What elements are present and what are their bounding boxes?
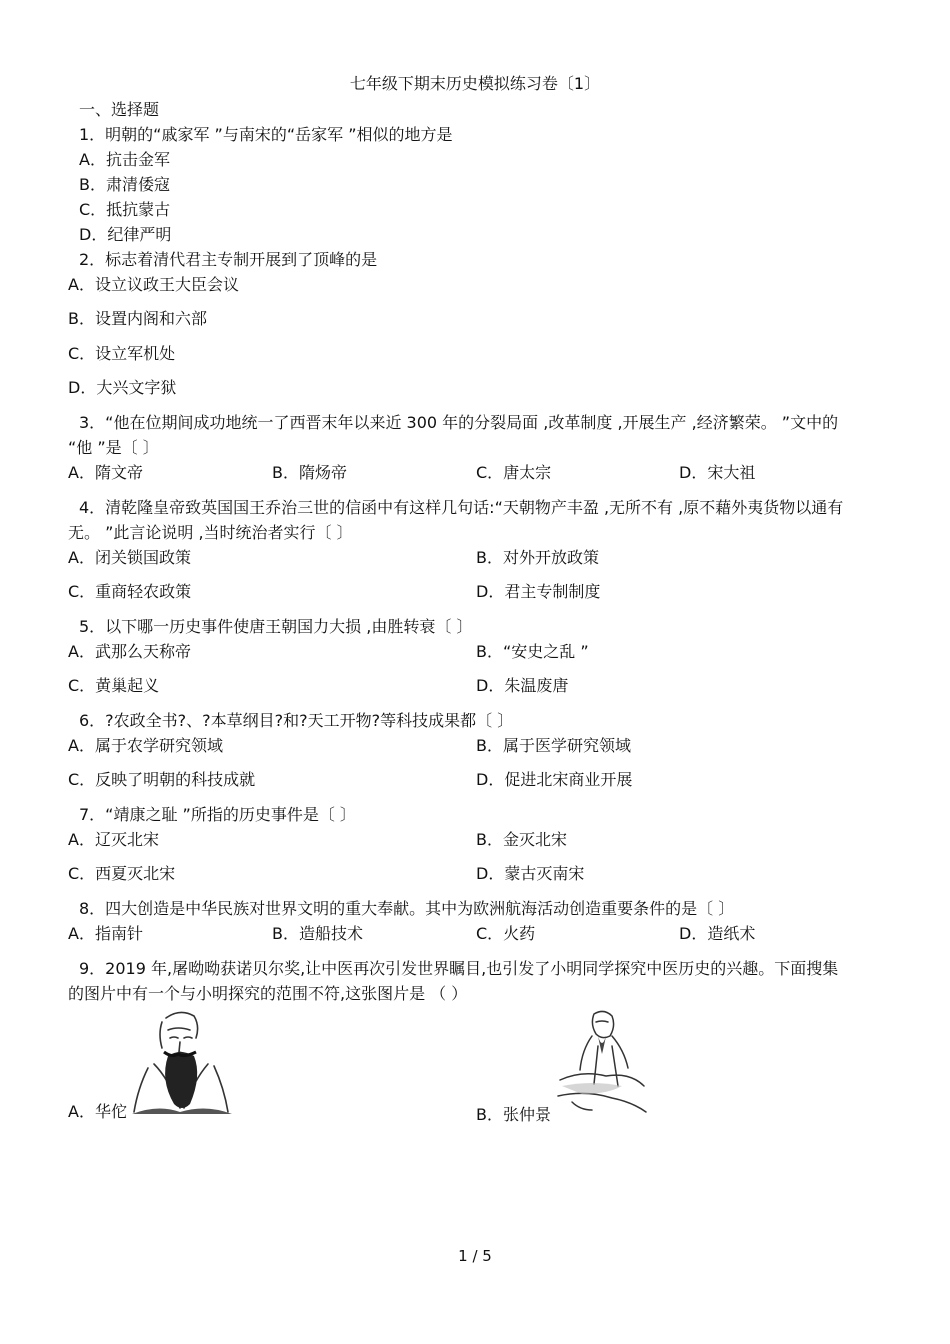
question-7-option-d[interactable]: D．蒙古灭南宋 xyxy=(476,864,585,883)
question-1-option-d[interactable]: D．纪律严明 xyxy=(79,225,172,244)
section-heading: 一、选择题 xyxy=(79,100,160,119)
question-5-option-c[interactable]: C．黄巢起义 xyxy=(68,676,160,695)
question-3-option-a[interactable]: A．隋文帝 xyxy=(68,463,143,482)
page-title: 七年级下期末历史模拟练习卷〔1〕 xyxy=(349,74,601,93)
question-1-option-c[interactable]: C．抵抗蒙古 xyxy=(79,200,171,219)
question-8-stem: 8．四大创造是中华民族对世界文明的重大奉献。其中为欧洲航海活动创造重要条件的是〔 〕 xyxy=(79,899,735,918)
question-6-option-b[interactable]: B．属于医学研究领域 xyxy=(476,736,631,755)
question-4-option-c[interactable]: C．重商轻农政策 xyxy=(68,582,192,601)
question-1-stem: 1．明朝的“戚家军 ”与南宋的“岳家军 ”相似的地方是 xyxy=(79,125,453,144)
question-1-option-b[interactable]: B．肃清倭寇 xyxy=(79,175,170,194)
question-9-option-b[interactable]: B．张仲景 xyxy=(476,1105,551,1124)
question-2-option-b[interactable]: B．设置内阁和六部 xyxy=(68,309,207,328)
huatuo-portrait-image xyxy=(128,1008,234,1116)
question-1-option-a[interactable]: A．抗击金军 xyxy=(79,150,170,169)
question-7-option-c[interactable]: C．西夏灭北宋 xyxy=(68,864,176,883)
question-3-stem-line2: “他 ”是〔 〕 xyxy=(68,438,159,457)
question-6-option-d[interactable]: D．促进北宋商业开展 xyxy=(476,770,633,789)
question-5-option-d[interactable]: D．朱温废唐 xyxy=(476,676,569,695)
question-9-stem-line2: 的图片中有一个与小明探究的范围不符,这张图片是 （ ） xyxy=(68,984,468,1003)
question-5-stem: 5．以下哪一历史事件使唐王朝国力大损 ,由胜转衰〔 〕 xyxy=(79,617,473,636)
question-4-option-a[interactable]: A．闭关锁国政策 xyxy=(68,548,191,567)
question-9-stem-line1: 9．2019 年,屠呦呦获诺贝尔奖,让中医再次引发世界瞩目,也引发了小明同学探究中医历史的兴趣。下面搜集 xyxy=(79,959,839,978)
page-number: 1 / 5 xyxy=(458,1247,492,1265)
question-3-option-c[interactable]: C．唐太宗 xyxy=(476,463,552,482)
question-3-option-d[interactable]: D．宋大祖 xyxy=(679,463,756,482)
question-6-option-c[interactable]: C．反映了明朝的科技成就 xyxy=(68,770,256,789)
question-7-stem: 7．“靖康之耻 ”所指的历史事件是〔 〕 xyxy=(79,805,356,824)
question-7-option-a[interactable]: A．辽灭北宋 xyxy=(68,830,159,849)
question-2-option-c[interactable]: C．设立军机处 xyxy=(68,344,176,363)
question-9-option-a[interactable]: A．华佗 xyxy=(68,1102,127,1121)
question-2-stem: 2．标志着清代君主专制开展到了顶峰的是 xyxy=(79,250,378,269)
question-6-stem: 6．?农政全书?、?本草纲目?和?天工开物?等科技成果都〔 〕 xyxy=(79,711,514,730)
question-8-option-c[interactable]: C．火药 xyxy=(476,924,536,943)
question-4-stem-line1: 4．清乾隆皇帝致英国国王乔治三世的信函中有这样几句话:“天朝物产丰盈 ,无所不有 ,原不藉外夷货物以通有 xyxy=(79,498,844,517)
question-5-option-a[interactable]: A．武那么天称帝 xyxy=(68,642,191,661)
question-6-option-a[interactable]: A．属于农学研究领域 xyxy=(68,736,223,755)
question-8-option-b[interactable]: B．造船技术 xyxy=(272,924,363,943)
question-3-option-b[interactable]: B．隋炀帝 xyxy=(272,463,347,482)
question-4-option-d[interactable]: D．君主专制制度 xyxy=(476,582,601,601)
question-8-option-a[interactable]: A．指南针 xyxy=(68,924,143,943)
question-4-option-b[interactable]: B．对外开放政策 xyxy=(476,548,599,567)
question-2-option-d[interactable]: D．大兴文字狱 xyxy=(68,378,177,397)
question-2-option-a[interactable]: A．设立议政王大臣会议 xyxy=(68,275,239,294)
question-5-option-b[interactable]: B．“安史之乱 ” xyxy=(476,642,589,661)
question-3-stem-line1: 3．“他在位期间成功地统一了西晋末年以来近 300 年的分裂局面 ,改革制度 ,开展生产 ,经济繁荣。 ”文中的 xyxy=(79,413,839,432)
zhangzhongjing-portrait-image xyxy=(552,1006,648,1118)
question-4-stem-line2: 无。 ”此言论说明 ,当时统治者实行〔 〕 xyxy=(68,523,353,542)
question-7-option-b[interactable]: B．金灭北宋 xyxy=(476,830,567,849)
question-8-option-d[interactable]: D．造纸术 xyxy=(679,924,756,943)
